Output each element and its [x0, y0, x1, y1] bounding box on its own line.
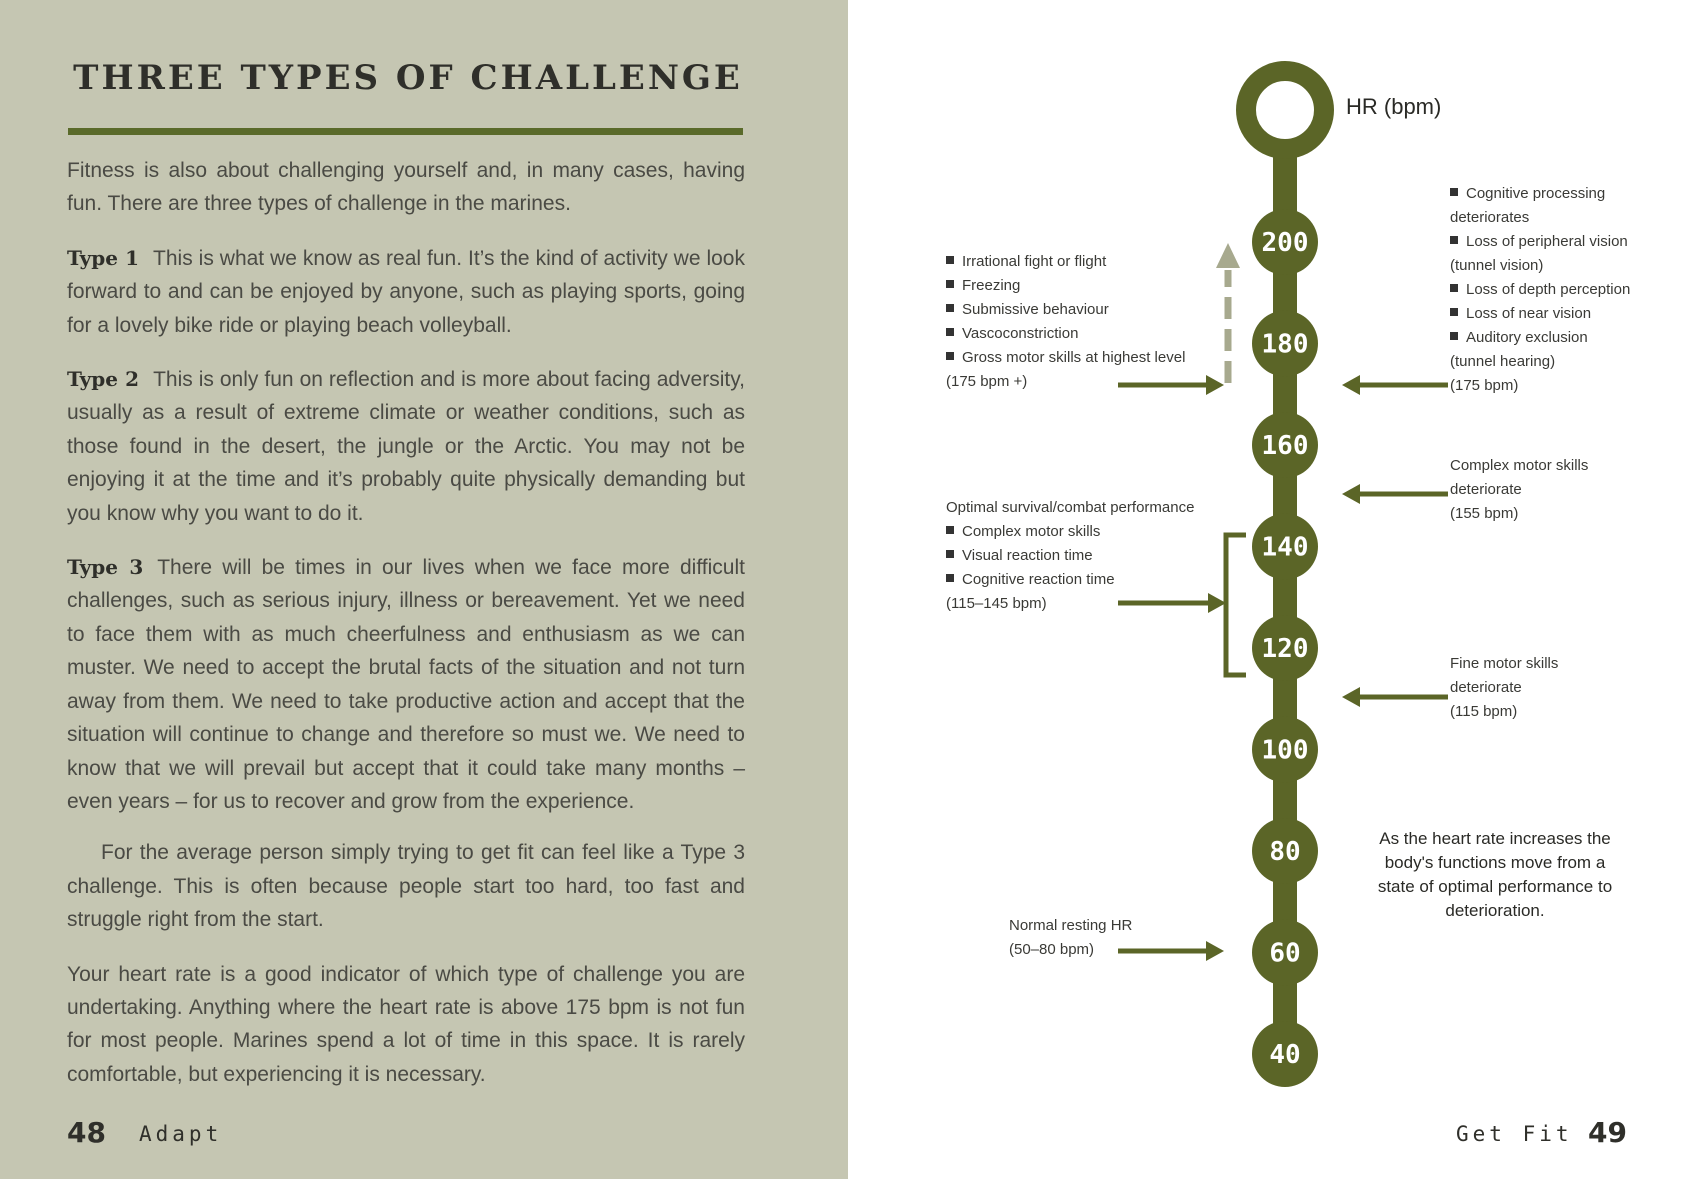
type2-paragraph	[67, 363, 745, 530]
type3-label: Type 3	[67, 555, 144, 580]
ann-note: (175 bpm +)	[946, 373, 1028, 390]
ann-bullet: Vascoconstriction	[946, 322, 1185, 346]
ann-line: Cognitive processing	[1450, 182, 1630, 206]
ann-note: (175 bpm)	[1450, 377, 1519, 394]
ann-line: Fine motor skills	[1450, 655, 1559, 672]
ann-bullet: Freezing	[946, 274, 1185, 298]
page-number-left: 48	[67, 1116, 106, 1149]
hr-node-label-40: 40	[1269, 1040, 1301, 1070]
hr-node-label-60: 60	[1269, 938, 1301, 969]
ann-bullet: Gross motor skills at highest level	[946, 346, 1185, 370]
ann-bullet: Submissive behaviour	[946, 298, 1185, 322]
left-annotation-resting	[1009, 914, 1132, 962]
average-paragraph: For the average person simply trying to get fit can feel like a Type 3 challenge. This is often because people start too hard, too fast and struggle right from the start.	[67, 841, 745, 932]
type3-paragraph	[67, 551, 745, 818]
ann-note: (115–145 bpm)	[946, 595, 1047, 612]
hr-axis-title: HR (bpm)	[1346, 94, 1442, 119]
hr-node-label-180: 180	[1261, 329, 1309, 360]
ann-line: (tunnel vision)	[1450, 257, 1544, 274]
hr-node-label-200: 200	[1261, 228, 1309, 258]
intro-paragraph: Fitness is also about challenging yourself and, in many cases, having fun. There are three types of challenge in the marines.	[67, 159, 745, 216]
page-number-right: 49	[1588, 1116, 1627, 1149]
right-annotation-155	[1450, 454, 1588, 526]
ann-line: deteriorate	[1450, 679, 1522, 696]
type1-text: This is what we know as real fun. It’s the kind of activity we look forward to and can be enjoyed by anyone, such as playing sports, going for a lovely bike ride or playing beach volleyball.	[67, 246, 745, 337]
ann-heading: Optimal survival/combat performance	[946, 499, 1195, 516]
hr-node-label-160: 160	[1261, 431, 1309, 461]
ann-bullet: Visual reaction time	[946, 544, 1194, 568]
type1-label: Type 1	[67, 245, 140, 270]
ann-line: Loss of peripheral vision	[1450, 230, 1630, 254]
ann-note: (155 bpm)	[1450, 505, 1519, 522]
ann-line: deteriorate	[1450, 481, 1522, 498]
ann-bullet: Complex motor skills	[946, 520, 1194, 544]
ann-bullet: Cognitive reaction time	[946, 568, 1194, 592]
left-annotation-optimal	[946, 496, 1194, 616]
title-rule	[68, 128, 743, 135]
right-page	[848, 0, 1684, 1179]
right-annotation-175	[1450, 182, 1630, 398]
ann-line: Loss of near vision	[1450, 302, 1630, 326]
heart-rate-paragraph: Your heart rate is a good indicator of which type of challenge you are undertaking. Anything where the heart rate is above 175 bpm is not fun for most people. Marines spend a lot of time in this space. It is rarely comfortable, but experiencing it is necessary.	[67, 962, 745, 1086]
running-head-left: Adapt	[139, 1122, 223, 1146]
type1-paragraph	[67, 242, 745, 342]
hr-node-label-100: 100	[1261, 735, 1309, 766]
ann-line: Complex motor skills	[1450, 457, 1589, 474]
hr-node-label-120: 120	[1261, 634, 1309, 664]
running-head-right: Get Fit	[1456, 1122, 1573, 1146]
left-arrow-resting	[1118, 941, 1224, 961]
ann-bullet: Irrational fight or flight	[946, 250, 1185, 274]
diagram-caption: As the heart rate increases the body's functions move from a state of optimal performance to deterioration.	[1377, 829, 1613, 920]
ann-line: Auditory exclusion	[1450, 326, 1630, 350]
ann-heading: Normal resting HR	[1009, 917, 1133, 934]
type2-label: Type 2	[67, 367, 140, 392]
ann-line: (tunnel hearing)	[1450, 353, 1556, 370]
right-arrow-115	[1342, 687, 1448, 707]
ann-note: (50–80 bpm)	[1009, 941, 1095, 958]
hr-top-ring	[1246, 71, 1324, 149]
body-text	[67, 154, 745, 1112]
hr-node-label-80: 80	[1269, 837, 1301, 867]
hr-scale-nodes	[1252, 209, 1318, 1087]
left-annotation-175	[946, 250, 1185, 394]
right-arrow-175	[1342, 375, 1448, 395]
rising-arrow-head	[1216, 243, 1240, 268]
ann-line: Loss of depth perception	[1450, 278, 1630, 302]
type2-text: This is only fun on reflection and is more about facing adversity, usually as a result of extreme climate or weather conditions, such as those found in the desert, the jungle or the Arctic. You may not be enjoying it at the time and it’s probably quite physically demanding but you know why you want to do it.	[67, 368, 745, 525]
ann-note: (115 bpm)	[1450, 703, 1518, 720]
hr-node-label-140: 140	[1261, 532, 1309, 563]
ann-line: deteriorates	[1450, 209, 1530, 226]
right-annotation-115	[1450, 652, 1558, 724]
right-arrow-155	[1342, 484, 1448, 504]
type3-text: There will be times in our lives when we face more difficult challenges, such as serious injury, illness or bereavement. Yet we need to face them with as much cheerfulness and enthusiasm as we can muster. We need to accept the brutal facts of the situation and not turn away from them. We need to take productive action and accept that the situation will continue to change and therefore so must we. We need to know that we will prevail but accept that it could take many months – even years – for us to recover and grow from the experience.	[67, 556, 745, 813]
page-title: THREE TYPES OF CHALLENGE	[73, 58, 743, 98]
optimal-range-bracket	[1226, 535, 1246, 675]
